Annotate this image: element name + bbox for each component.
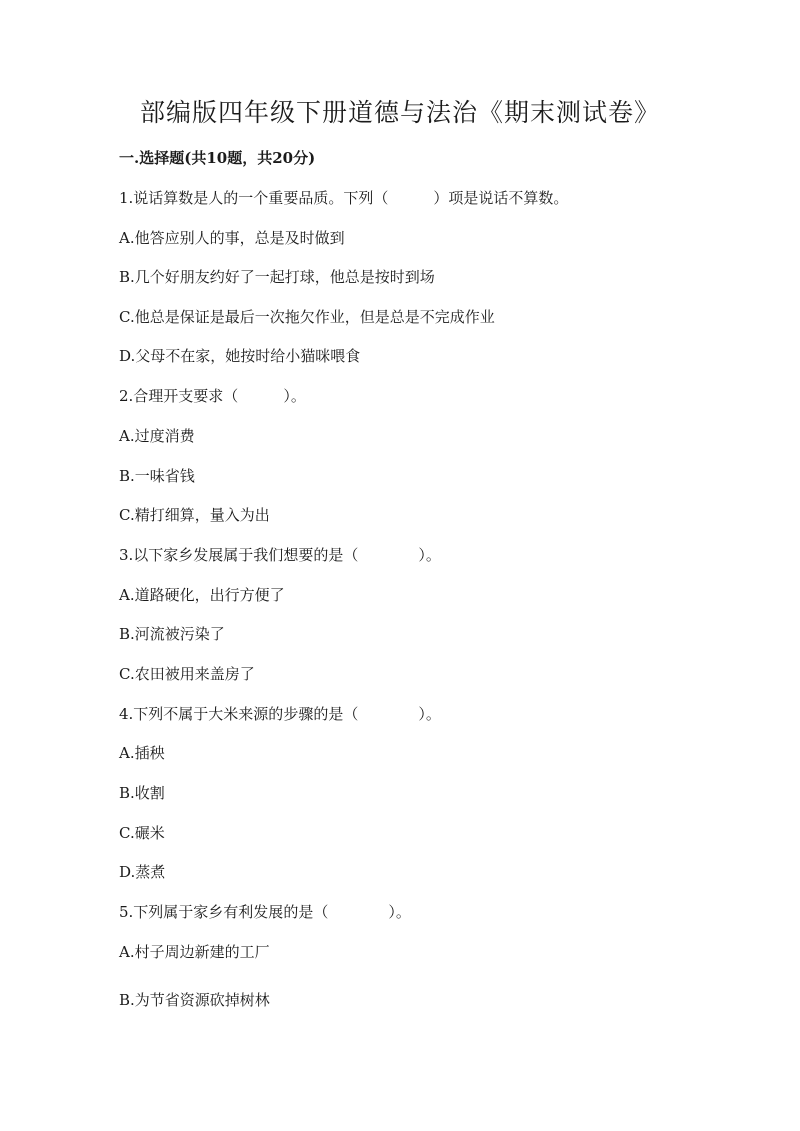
question-5-option-b: B.为节省资源砍掉树林 — [119, 991, 270, 1009]
question-4-option-a: A.插秧 — [119, 744, 165, 762]
question-3-option-c: C.农田被用来盖房了 — [119, 665, 255, 683]
question-2-option-b: B.一味省钱 — [119, 467, 195, 485]
question-1-option-c: C.他总是保证是最后一次拖欠作业，但是总是不完成作业 — [119, 308, 495, 326]
question-3-stem: 3.以下家乡发展属于我们想要的是（ ）。 — [119, 546, 441, 564]
question-5-stem: 5.下列属于家乡有利发展的是（ ）。 — [119, 903, 411, 921]
question-2-option-a: A.过度消费 — [119, 427, 195, 445]
question-3-option-a: A.道路硬化，出行方便了 — [119, 586, 285, 604]
question-4-stem: 4.下列不属于大米来源的步骤的是（ ）。 — [119, 705, 441, 723]
question-2-stem: 2.合理开支要求（ ）。 — [119, 387, 306, 405]
section-heading: 一.选择题(共10题，共20分) — [119, 149, 316, 167]
question-4-option-b: B.收割 — [119, 784, 165, 802]
question-4-option-d: D.蒸煮 — [119, 863, 166, 881]
page-title: 部编版四年级下册道德与法治《期末测试卷》 — [139, 98, 660, 127]
question-3-option-b: B.河流被污染了 — [119, 625, 225, 643]
question-1-stem: 1.说话算数是人的一个重要品质。下列（ ）项是说话不算数。 — [119, 189, 569, 207]
question-1-option-b: B.几个好朋友约好了一起打球，他总是按时到场 — [119, 268, 435, 286]
question-2-option-c: C.精打细算，量入为出 — [119, 506, 270, 524]
question-1-option-a: A.他答应别人的事，总是及时做到 — [119, 229, 345, 247]
question-1-option-d: D.父母不在家，她按时给小猫咪喂食 — [119, 347, 361, 365]
question-5-option-a: A.村子周边新建的工厂 — [119, 943, 270, 961]
question-4-option-c: C.碾米 — [119, 824, 165, 842]
